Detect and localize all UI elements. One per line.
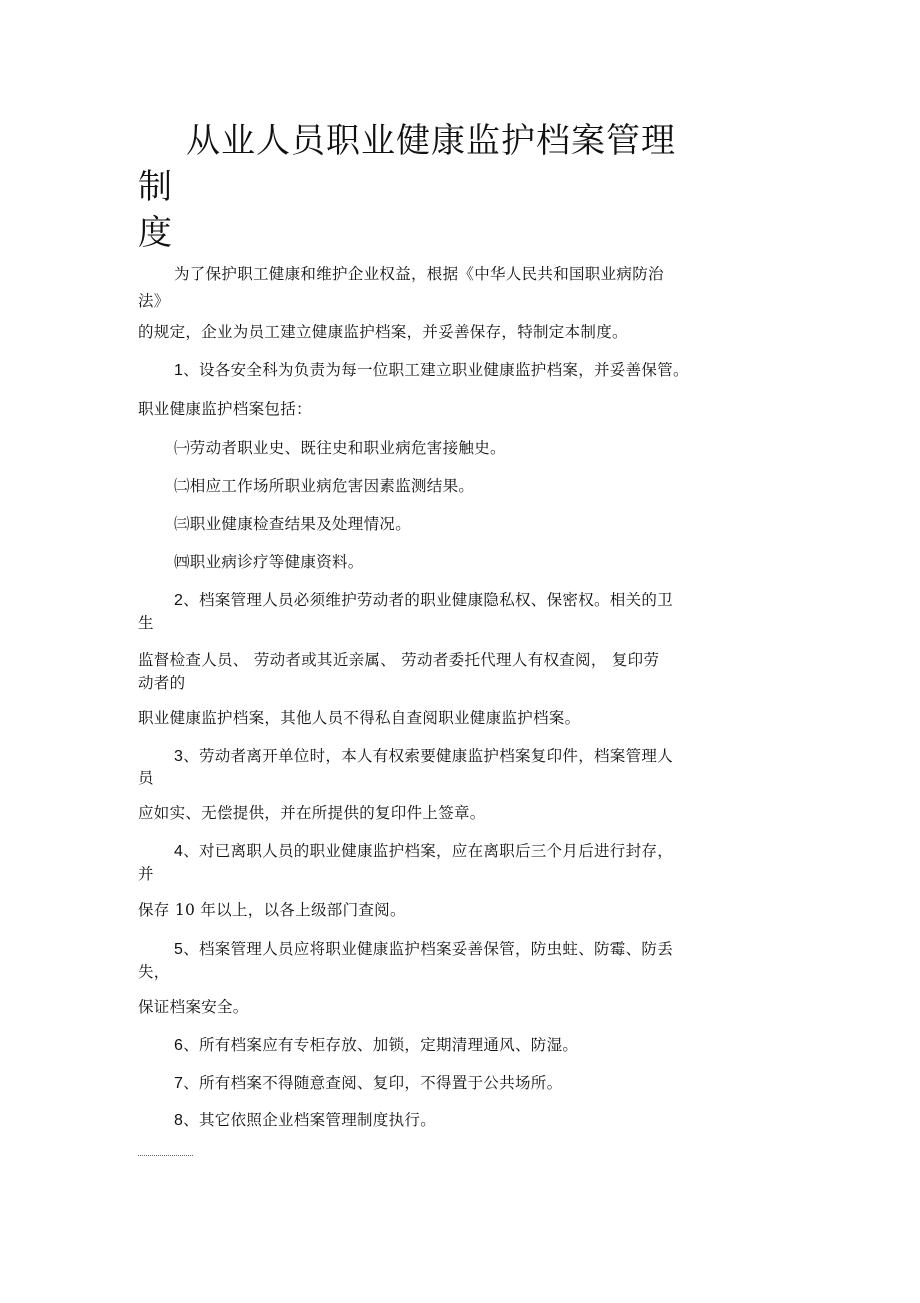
paragraph-line bbox=[138, 476, 474, 496]
paragraph-line bbox=[138, 864, 154, 884]
line-text: 职业健康监护档案，其他人员不得私自查阅职业健康监护档案。 bbox=[138, 709, 581, 727]
line-text: ㈠劳动者职业史、既往史和职业病危害接触史。 bbox=[174, 439, 506, 457]
paragraph-line bbox=[138, 613, 154, 633]
line-text: 、所有档案不得随意查阅、复印，不得置于公共场所。 bbox=[183, 1074, 563, 1092]
paragraph-line bbox=[138, 900, 406, 920]
line-text: 、所有档案应有专柜存放、加锁，定期清理通风、防湿。 bbox=[183, 1036, 579, 1054]
line-text: 保存 10 年以上，以各上级部门查阅。 bbox=[138, 901, 406, 919]
line-text: 动者的 bbox=[138, 674, 186, 692]
line-text: ㈣职业病诊疗等健康资料。 bbox=[174, 553, 364, 571]
paragraph-line bbox=[138, 438, 506, 458]
line-text: 、其它依照企业档案管理制度执行。 bbox=[183, 1111, 437, 1129]
line-text: ㈡相应工作场所职业病危害因素监测结果。 bbox=[174, 477, 475, 495]
paragraph-line bbox=[138, 1073, 562, 1094]
item-number: 2 bbox=[174, 592, 184, 609]
paragraph-line bbox=[138, 322, 628, 342]
item-number: 5 bbox=[174, 941, 184, 958]
footnote-divider bbox=[138, 1155, 193, 1156]
line-text: 法》 bbox=[138, 292, 170, 310]
line-text: 并 bbox=[138, 865, 154, 883]
paragraph-line bbox=[138, 997, 249, 1017]
paragraph-line bbox=[138, 768, 154, 788]
line-text: 、劳动者离开单位时，本人有权索要健康监护档案复印件，档案管理人 bbox=[183, 747, 674, 765]
line-text: 、档案管理人员应将职业健康监护档案妥善保管，防虫蛀、防霉、防丢 bbox=[183, 940, 674, 958]
title-line-2: 度 bbox=[138, 213, 173, 253]
line-text: 员 bbox=[138, 769, 154, 787]
paragraph-line bbox=[138, 399, 312, 419]
item-number: 8 bbox=[174, 1112, 184, 1129]
paragraph-line bbox=[138, 962, 170, 982]
paragraph-line bbox=[138, 841, 673, 862]
paragraph-line bbox=[138, 650, 659, 670]
line-text: 应如实、无偿提供，并在所提供的复印件上签章。 bbox=[138, 804, 486, 822]
paragraph-line bbox=[138, 514, 411, 534]
paragraph-line bbox=[138, 552, 364, 572]
item-number: 7 bbox=[174, 1075, 184, 1092]
paragraph-line bbox=[138, 264, 664, 284]
line-text: 、设各安全科为负责为每一位职工建立职业健康监护档案，并妥善保管。 bbox=[183, 361, 689, 379]
item-number: 1 bbox=[174, 362, 184, 379]
line-text: 、对已离职人员的职业健康监护档案，应在离职后三个月后进行封存， bbox=[183, 842, 674, 860]
document-title bbox=[138, 118, 708, 256]
paragraph-line bbox=[138, 590, 673, 611]
line-text: 监督检查人员、 劳动者或其近亲属、 劳动者委托代理人有权查阅， 复印劳 bbox=[138, 651, 660, 669]
paragraph-line bbox=[138, 803, 486, 823]
item-number: 6 bbox=[174, 1037, 184, 1054]
item-number: 3 bbox=[174, 748, 184, 765]
title-line-1: 从业人员职业健康监护档案管理制 bbox=[138, 121, 676, 207]
line-text: 为了保护职工健康和维护企业权益，根据《中华人民共和国职业病防治 bbox=[174, 265, 664, 283]
line-text: 的规定，企业为员工建立健康监护档案，并妥善保存，特制定本制度。 bbox=[138, 323, 628, 341]
paragraph-line bbox=[138, 673, 185, 693]
paragraph-line bbox=[138, 1110, 436, 1131]
line-text: ㈢职业健康检查结果及处理情况。 bbox=[174, 515, 412, 533]
paragraph-line bbox=[138, 1035, 578, 1056]
paragraph-line bbox=[138, 939, 673, 960]
item-number: 4 bbox=[174, 843, 184, 860]
line-text: 职业健康监护档案包括： bbox=[138, 400, 312, 418]
line-text: 保证档案安全。 bbox=[138, 998, 249, 1016]
line-text: 失， bbox=[138, 963, 170, 981]
paragraph-line bbox=[138, 746, 673, 767]
line-text: 、档案管理人员必须维护劳动者的职业健康隐私权、保密权。相关的卫 bbox=[183, 591, 674, 609]
line-text: 生 bbox=[138, 614, 154, 632]
paragraph-line bbox=[138, 291, 170, 311]
paragraph-line bbox=[138, 360, 689, 381]
paragraph-line bbox=[138, 708, 580, 728]
